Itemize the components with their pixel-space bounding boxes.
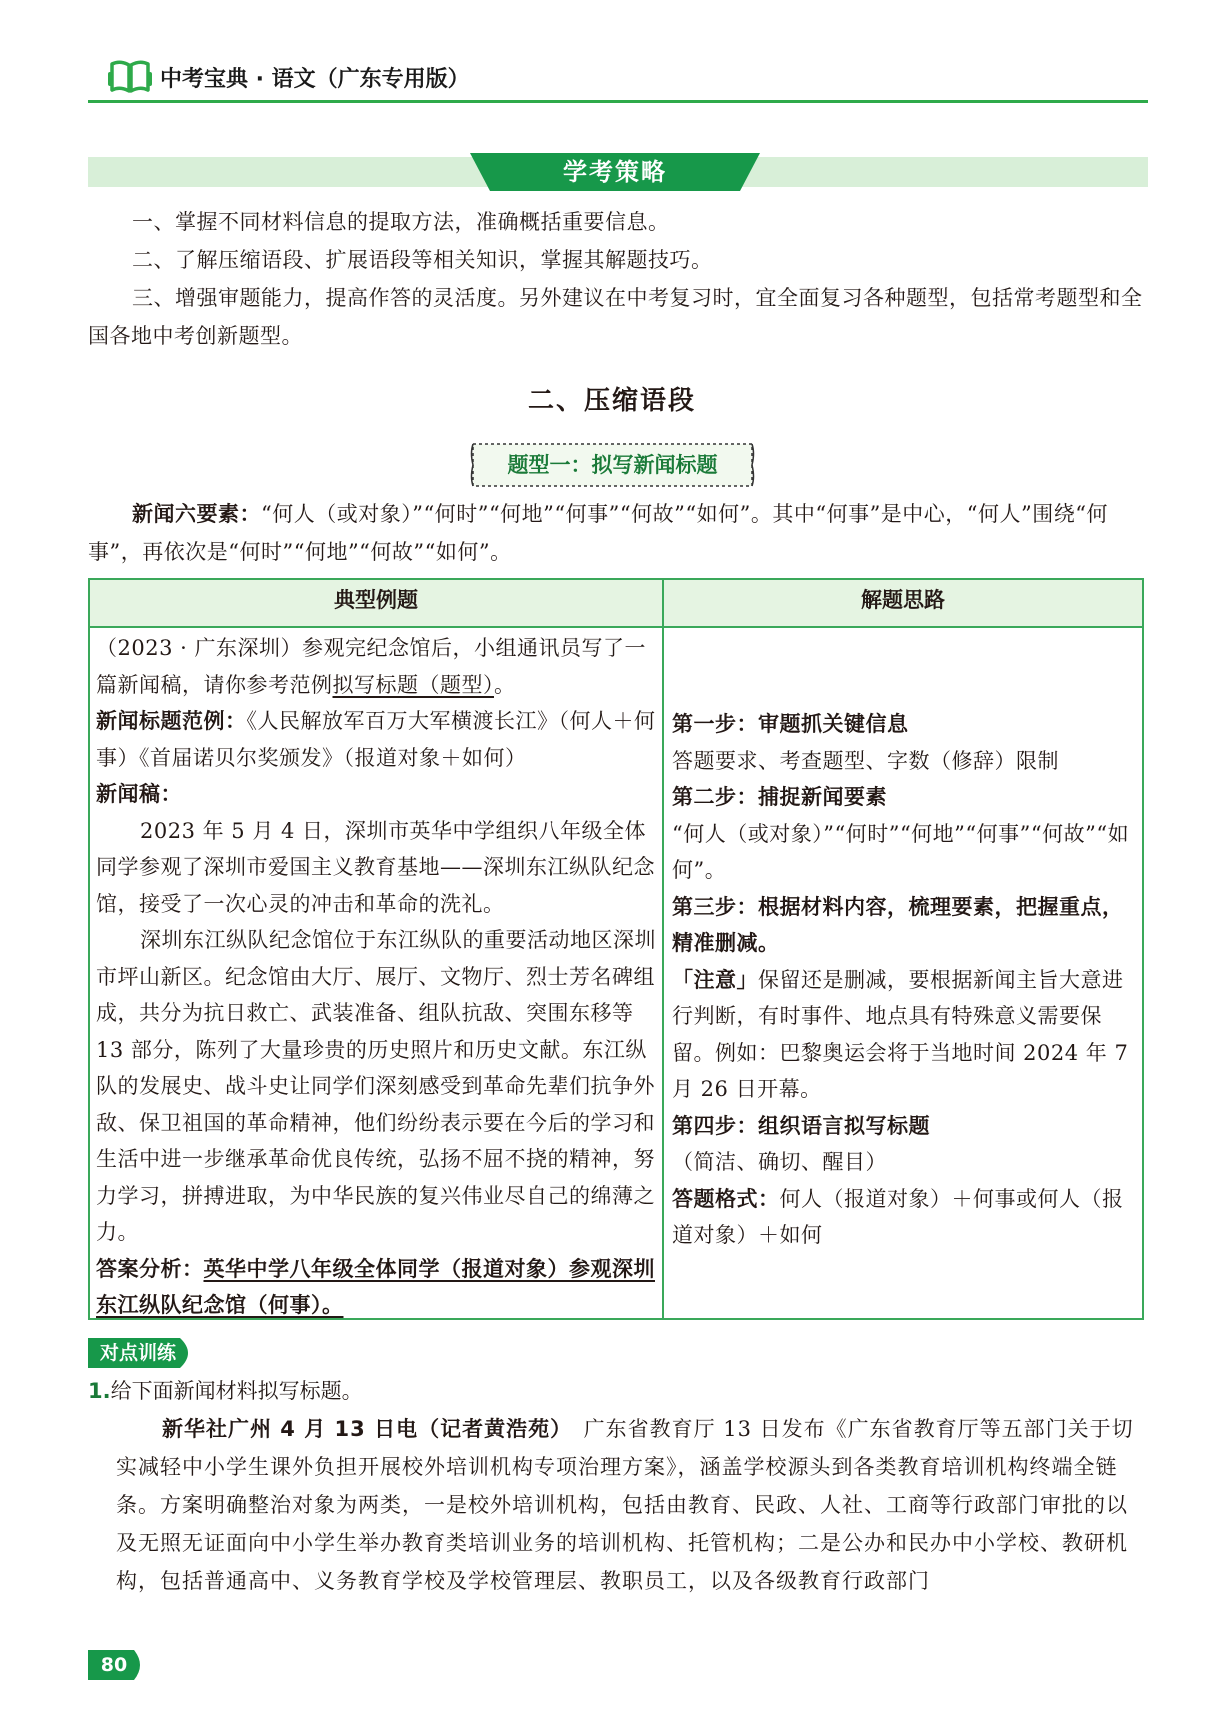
table-header-method: 解题思路 — [861, 588, 945, 612]
question-number: 1. — [88, 1379, 111, 1403]
strategy-item: 一、掌握不同材料信息的提取方法，准确概括重要信息。 — [132, 210, 670, 234]
header-rule — [88, 100, 1148, 103]
step1-text: 答题要求、考查题型、字数（修辞）限制 — [672, 748, 1059, 773]
section-title: 二、压缩语段 — [527, 386, 696, 416]
draft-paragraph: 深圳东江纵队纪念馆位于东江纵队的重要活动地区深圳市坪山新区。纪念馆由大厅、展厅、文物厅、烈士芳名碑组成，共分为抗日救亡、武装准备、组队抗敌、突围东移等 13 部分，陈列了大量珍贵的历史照片和历史文献。东江纵队的发展史、战斗史让同学们深刻感受到革命先辈们抗争外敌、保卫祖国的革命精神，他们纷纷表示要在今后的学习和生活中进一步继承革命优良传统，弘扬不屈不挠的精神，努力学习，拼搏进取，为中华民族的复兴伟业尽自己的绵薄之力。 — [96, 928, 656, 1244]
strategy-item: 二、了解压缩语段、扩展语段等相关知识，掌握其解题技巧。 — [132, 248, 713, 272]
draft-paragraph: 2023 年 5 月 4 日，深圳市英华中学组织八年级全体同学参观了深圳市爱国主义教育基地——深圳东江纵队纪念馆，接受了一次心灵的冲击和革命的洗礼。 — [96, 818, 655, 916]
header-title: 中考宝典 · 语文（广东专用版） — [160, 67, 470, 92]
step2-title: 第二步：捕捉新闻要素 — [672, 785, 887, 809]
page-number: 80 — [100, 1654, 128, 1676]
news-material — [116, 1410, 1146, 1600]
question-text: 给下面新闻材料拟写标题。 — [110, 1379, 363, 1403]
news-body: 广东省教育厅 13 日发布《广东省教育厅等五部门关于切实减轻中小学生课外负担开展校外培训机构专项治理方案》，涵盖学校源头到各类教育培训机构终端全链条。方案明确整治对象为两类，一是校外培训机构，包括由教育、民政、人社、工商等行政部门审批的以及无照无证面向中小学生举办教育类培训业务的培训机构、托管机构；二是公办和民办中小学校、教研机构，包括普通高中、义务教育学校及学校管理层、教职员工，以及各级教育行政部门 — [116, 1417, 1134, 1593]
question-1 — [88, 1372, 1146, 1410]
type-label: 题型一：拟写新闻标题 — [507, 453, 718, 477]
step3-title: 第三步：根据材料内容，梳理要素，把握重点，精准删减。 — [672, 894, 1124, 955]
banner-title: 学考策略 — [563, 158, 667, 186]
sample-titles: 新闻标题范例：《人民解放军百万大军横渡长江》（何人＋何事）《首届诺贝尔奖颁发》（报道对象＋如何） — [96, 709, 656, 770]
example-cell — [96, 630, 656, 1324]
example-prompt: （2023 · 广东深圳）参观完纪念馆后，小组通讯员写了一篇新闻稿，请你参考范例拟写标题（题型）。 — [96, 636, 646, 697]
answer-format: 答题格式：何人（报道对象）＋何事或何人（报道对象）＋如何 — [672, 1186, 1124, 1247]
intro-text: “何人（或对象）”“何时”“何地”“何事”“何故”“如何”。其中“何事”是中心，“何人”围绕“何事”，再依次是“何时”“何地”“何故”“如何”。 — [88, 502, 1109, 564]
intro-label: 新闻六要素： — [132, 502, 261, 526]
header-divider — [90, 626, 1142, 628]
step1-title: 第一步：审题抓关键信息 — [672, 712, 909, 736]
answer-analysis: 答案分析：英华中学八年级全体同学（报道对象）参观深圳东江纵队纪念馆（何事）。 — [96, 1256, 655, 1317]
news-source: 新华社广州 4 月 13 日电（记者黄浩苑） — [162, 1417, 562, 1441]
book-icon — [108, 58, 152, 94]
method-cell — [672, 706, 1136, 1254]
strategy-list — [88, 203, 1146, 355]
draft-label: 新闻稿： — [96, 782, 182, 806]
column-divider — [662, 580, 664, 1318]
note: 「注意」保留还是删减，要根据新闻主旨大意进行判断，有时事件、地点具有特殊意义需要保留。例如：巴黎奥运会将于当地时间 2024 年 7 月 26 日开幕。 — [672, 967, 1129, 1101]
strategy-item: 三、增强审题能力，提高作答的灵活度。另外建议在中考复习时，宜全面复习各种题型，包括常考题型和全国各地中考创新题型。 — [88, 286, 1143, 348]
intro — [88, 495, 1146, 571]
step2-text: “何人（或对象）”“何时”“何地”“何事”“何故”“如何”。 — [672, 821, 1130, 882]
table-header-example: 典型例题 — [334, 588, 418, 612]
step4: 第四步：组织语言拟写标题（简洁、确切、醒目） — [672, 1113, 930, 1174]
practice-badge: 对点训练 — [99, 1342, 176, 1364]
